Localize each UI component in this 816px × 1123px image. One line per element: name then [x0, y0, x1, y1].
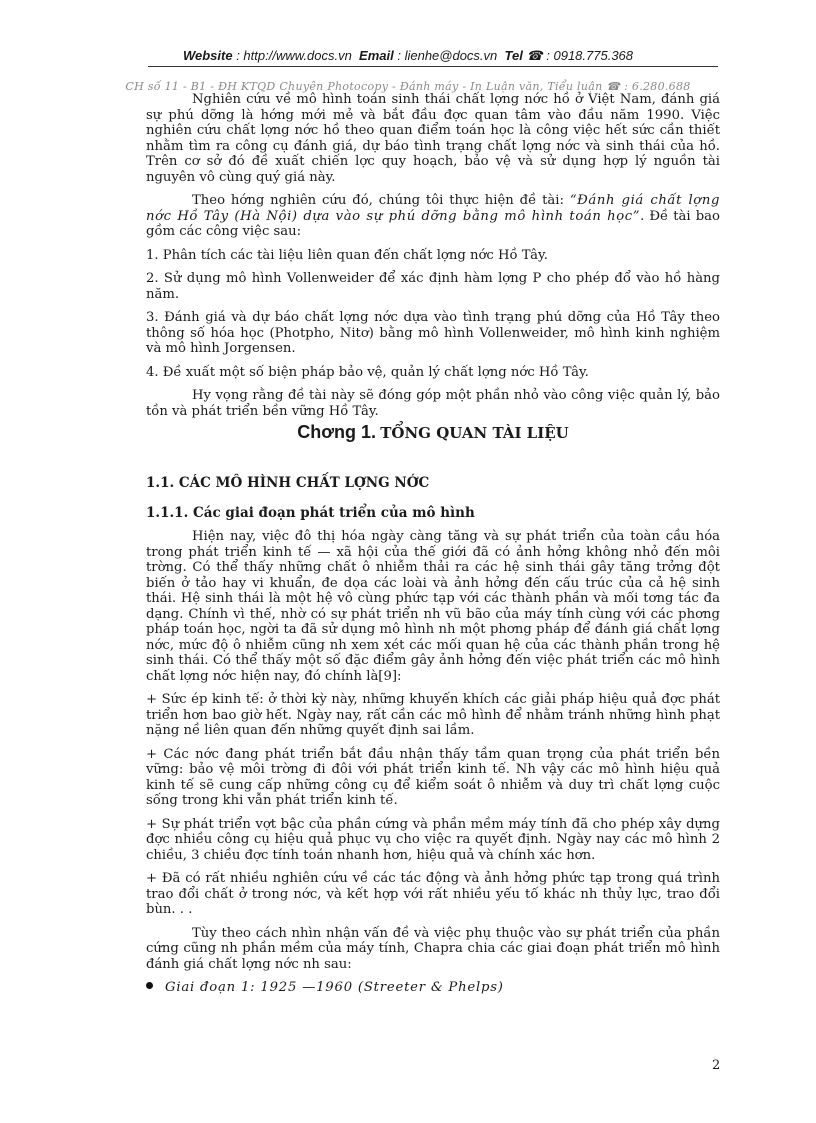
factor-item: + Các nớc đang phát triển bắt đầu nhận thấy tầm quan trọng của phát triển bền vững: bảo vệ môi trờng đi đôi với phát triển kinh tế. Nh vậy các mô hình hiệu quả kinh tế sẽ cung cấp những công cụ để kiểm soát ô nhiễm và duy trì chất lợng cuộc sống trong khi vẫn phát triển kinh tế. [146, 746, 720, 808]
stage-text: Giai đoạn 1: 1925 —1960 (Streeter & Phelps) [165, 980, 504, 995]
factor-item: + Sức ép kinh tế: ở thời kỳ này, những khuyến khích các giải pháp hiệu quả đợc phát triển hơn bao giờ hết. Ngày nay, rất cần các mô hình để nhằm tránh những hình phạt nặng nề liên quan đến những quyết định sai lầm. [146, 692, 720, 738]
email-value[interactable]: : lienhe@docs.vn [397, 48, 498, 63]
topic-end: . Đề tài bao gồm các công việc sau: [146, 208, 720, 239]
header-divider [148, 66, 718, 67]
shop-subheader: CH số 11 - B1 - ĐH KTQD Chuyên Photocopy - Đánh máy - In Luận văn, Tiểu luận ☎ : 6.280.688 [125, 80, 691, 93]
topic-lead: Theo hớng nghiên cứu đó, chúng tôi thực hiện đề tài: [192, 193, 570, 208]
task-item: 2. Sử dụng mô hình Vollenweider để xác định hàm lợng P cho phép đổ vào hồ hàng năm. [146, 271, 720, 302]
section-heading: 1.1. CÁC MÔ HÌNH CHẤT LỢNG NỚC [146, 475, 430, 491]
page-number: 2 [712, 1058, 721, 1073]
website-url[interactable]: : http://www.docs.vn [236, 48, 352, 63]
task-item: 3. Đánh giá và dự báo chất lợng nớc dựa vào tình trạng phú dỡng của Hồ Tây theo thông số hóa học (Photpho, Nitơ) bằng mô hình Vollenweider, mô hình kinh nghiệm và mô hình Jorgensen. [146, 310, 720, 356]
task-item: 4. Đề xuất một số biện pháp bảo vệ, quản lý chất lợng nớc Hồ Tây. [146, 364, 589, 380]
chapter-title: TỔNG QUAN TÀI LIỆU [380, 424, 569, 442]
paragraph-overview: Hiện nay, việc đô thị hóa ngày càng tăng và sự phát triển của toàn cầu hóa trong phát triển kinh tế — xã hội của thế giới đã có ảnh hởng không nhỏ đến môi trờng. Có thể thấy những chất ô nhiễm thải ra các hệ sinh thái gây tăng trởng đột biến ở tảo hay vi khuẩn, đe dọa các loài và ảnh hởng đến cấu trúc của cả hệ sinh thái. Hệ sinh thái là một hệ vô cùng phức tạp với các thành phần và mối tơng tác đa dạng. Chính vì thế, nhờ có sự phát triển nh vũ bão của máy tính cùng với các phơng pháp toán học, ngời ta đã sử dụng mô hình nh một phơng pháp để đánh giá chất lợng nớc, mức độ ô nhiễm cũng nh xem xét các mối quan hệ của các thành phần trong hệ sinh thái. Có thể thấy một số đặc điểm gây ảnh hởng đến việc phát triển các mô hình chất lợng nớc hiện nay, đó chính là[9]: [146, 529, 720, 684]
tel-value: ☎ : 0918.775.368 [526, 48, 634, 63]
bullet-dot-icon [146, 982, 153, 989]
document-body [146, 92, 720, 996]
email-label: Email [359, 48, 394, 63]
page-header [0, 48, 816, 64]
paragraph-hope: Hy vọng rằng đề tài này sẽ đóng góp một phần nhỏ vào công việc quản lý, bảo tồn và phát triển bền vững Hồ Tây. [146, 388, 720, 419]
paragraph-topic [146, 193, 720, 240]
subsection-heading: 1.1.1. Các giai đoạn phát triển của mô hình [146, 504, 475, 521]
website-label: Website [182, 48, 233, 63]
factor-item: + Đã có rất nhiều nghiên cứu về các tác động và ảnh hởng phức tạp trong quá trình trao đổi chất ở trong nớc, và kết hợp với rất nhiều yếu tố khác nh thủy lực, trao đổi bùn. . . [146, 871, 720, 917]
chapter-heading [146, 421, 720, 446]
factor-item: + Sự phát triển vợt bậc của phần cứng và phần mềm máy tính đã cho phép xây dựng đợc nhiều công cụ hiệu quả phục vụ cho việc ra quyết định. Ngày nay các mô hình 2 chiều, 3 chiều đợc tính toán nhanh hơn, hiệu quả và chính xác hơn. [146, 816, 720, 863]
topic-title: “Đánh giá chất lợng nớc Hồ Tây (Hà Nội) dựa vào sự phú dỡng bằng mô hình toán học” [146, 193, 720, 224]
paragraph-intro: Nghiên cứu về mô hình toán sinh thái chất lợng nớc hồ ở Việt Nam, đánh giá sự phú dỡng là hớng mới mẻ và bắt đầu đợc quan tâm vào đầu năm 1990. Việc nghiên cứu chất lợng nớc hồ theo quan điểm toán học là công việc hết sức cần thiết nhằm tìm ra công cụ đánh giá, dự báo tình trạng chất lợng nớc và sinh thái của hồ. Trên cơ sở đó đề xuất chiến lợc quy hoạch, bảo vệ và sử dụng hợp lý nguồn tài nguyên vô cùng quý giá này. [146, 92, 720, 185]
paragraph-chapra: Tùy theo cách nhìn nhận vấn đề và việc phụ thuộc vào sự phát triển của phần cứng cũng nh phần mềm của máy tính, Chapra chia các giai đoạn phát triển mô hình đánh giá chất lợng nớc nh sau: [146, 925, 720, 972]
chapter-label: Chơng 1. [297, 422, 377, 442]
tel-label: Tel [504, 48, 523, 63]
stage-bullet [146, 980, 720, 996]
task-item: 1. Phân tích các tài liệu liên quan đến chất lợng nớc Hồ Tây. [146, 247, 548, 263]
